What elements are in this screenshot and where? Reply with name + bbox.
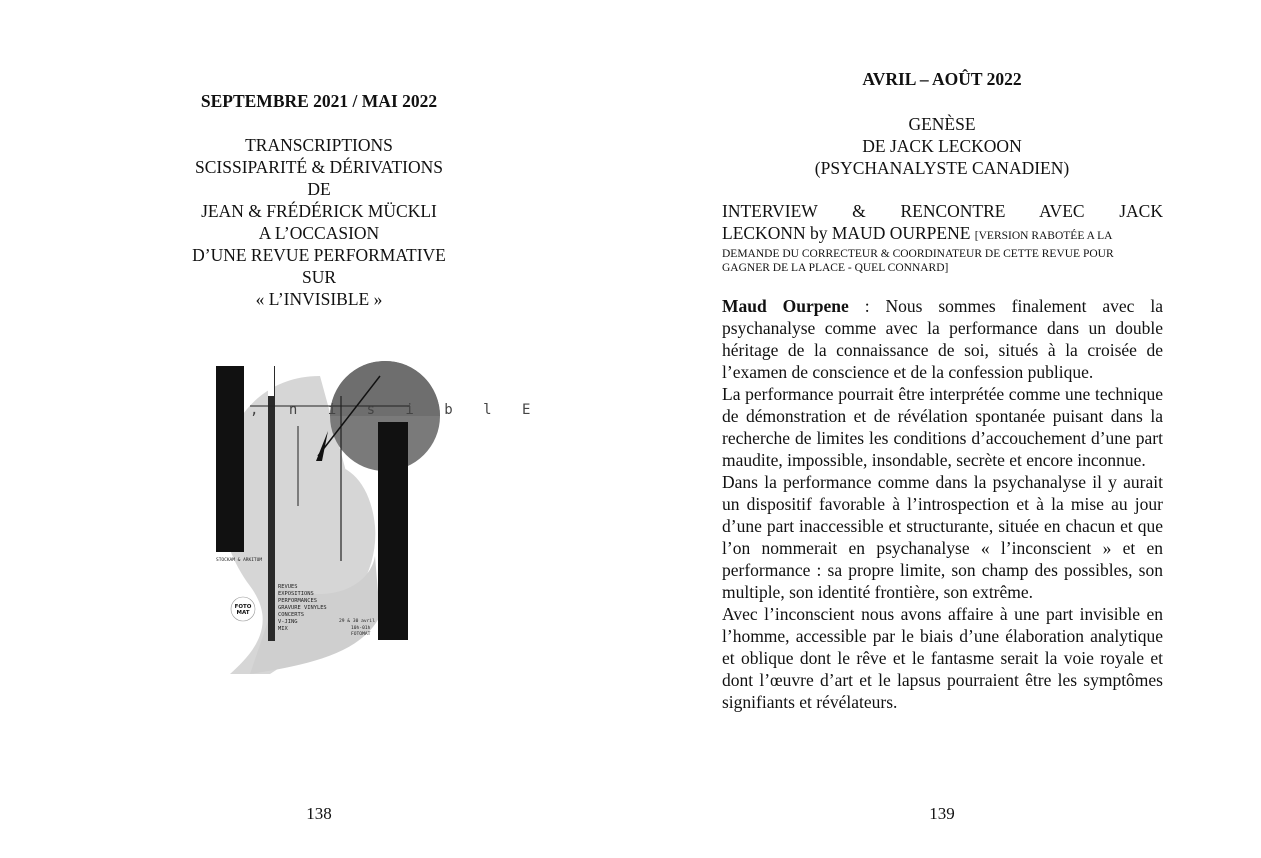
title-line: JEAN & FRÉDÉRICK MÜCKLI [201,201,437,221]
event-poster [210,356,542,676]
poster-title: , n i s i b l E [250,402,542,418]
speaker-name: Maud Ourpene [722,296,849,316]
poster-program-item: REVUES [278,584,298,590]
poster-program-item: GRAVURE VINYLES [278,605,327,611]
poster-program-item: CONCERTS [278,612,304,618]
interview-note: GAGNER DE LA PLACE - QUEL CONNARD] [722,262,949,274]
poster-program-item: PERFORMANCES [278,598,317,604]
right-title-block [623,113,1261,179]
poster-venue: FOTOMAT [351,632,371,637]
title-line: A L’OCCASION [258,223,380,243]
page-number: 139 [929,804,955,823]
poster-bar-right [378,422,408,640]
paragraph: Avec l’inconscient nous avons affaire à une part invisible en l’homme, accessible par le biais d’une élaboration analytique et oblique dont le rêve et le fantasme serait la voie royale et dont l’œuvre d’art et le lapsus pourraient être les symptômes signifiants et révélateurs. [722,604,1163,712]
poster-program-item: MIX [278,626,288,632]
paragraph [722,295,1163,383]
poster-logo-text: MAT [236,610,250,616]
title-line: SCISSIPARITÉ & DÉRIVATIONS [195,157,443,177]
poster-bar-gap [268,366,274,396]
poster-program-item: V-JING [278,619,298,625]
title-line: D’UNE REVUE PERFORMATIVE [192,245,446,265]
left-page [0,0,623,858]
page-number: 138 [306,804,332,823]
paragraph: La performance pourrait être interprétée comme une technique de démonstration et de révélation spontanée puisant dans la recherche de limites les conditions d’accouchement d’une part maudite, impossible, insondable, secrète et encore inconnue. [722,384,1163,470]
left-date-heading: SEPTEMBRE 2021 / MAI 2022 [200,91,438,111]
interview-line-2 [722,222,1163,247]
interview-note: DEMANDE DU CORRECTEUR & COORDINATEUR DE CETTE REVUE POUR [722,248,1114,260]
title-line: (PSYCHANALYSTE CANADIEN) [814,158,1070,178]
poster-date: 29 & 30 avril [339,619,375,624]
poster-program-item: EXPOSITIONS [278,591,314,597]
title-line: TRANSCRIPTIONS [245,135,393,155]
paragraph: Dans la performance comme dans la psychanalyse il y aurait un dispositif favorable à l’introspection et à la mise au jour d’une part inaccessible et structurante, située en chacun et que l’on nommerait en psychanalyse « l’inconscient » et en performance : sa propre limite, son champ des possibles, son multiple, son identité frontière, son extrême. [722,472,1163,602]
interview-line: INTERVIEW & RENCONTRE AVEC JACK [722,201,1163,221]
paragraph-text: : Nous sommes finalement avec la psychanalyse comme avec la performance dans un double héritage de la connaissance de soi, situés à la croisée de l’examen de conscience et de la confession publique. [722,296,1163,382]
title-line: DE [307,179,331,199]
title-line: GENÈSE [908,114,976,134]
poster-logo-text: FOTO [234,604,252,610]
left-title-block [0,134,638,310]
interview-heading [722,200,1163,275]
title-line: DE JACK LECKOON [862,136,1022,156]
interview-note: [VERSION RABOTÉE A LA [974,230,1113,242]
title-line: SUR [301,267,337,287]
interview-byline: LECKONN by MAUD OURPENE [722,223,971,243]
title-line: « L’INVISIBLE » [255,289,383,309]
poster-time: 10h-01h [351,626,371,631]
right-date-heading: AVRIL – AOÛT 2022 [862,69,1022,89]
poster-credit: STOCKAM & ARKITUM [216,558,263,563]
right-page [623,0,1246,858]
interview-body [722,295,1163,713]
poster-bar-left [216,366,244,552]
